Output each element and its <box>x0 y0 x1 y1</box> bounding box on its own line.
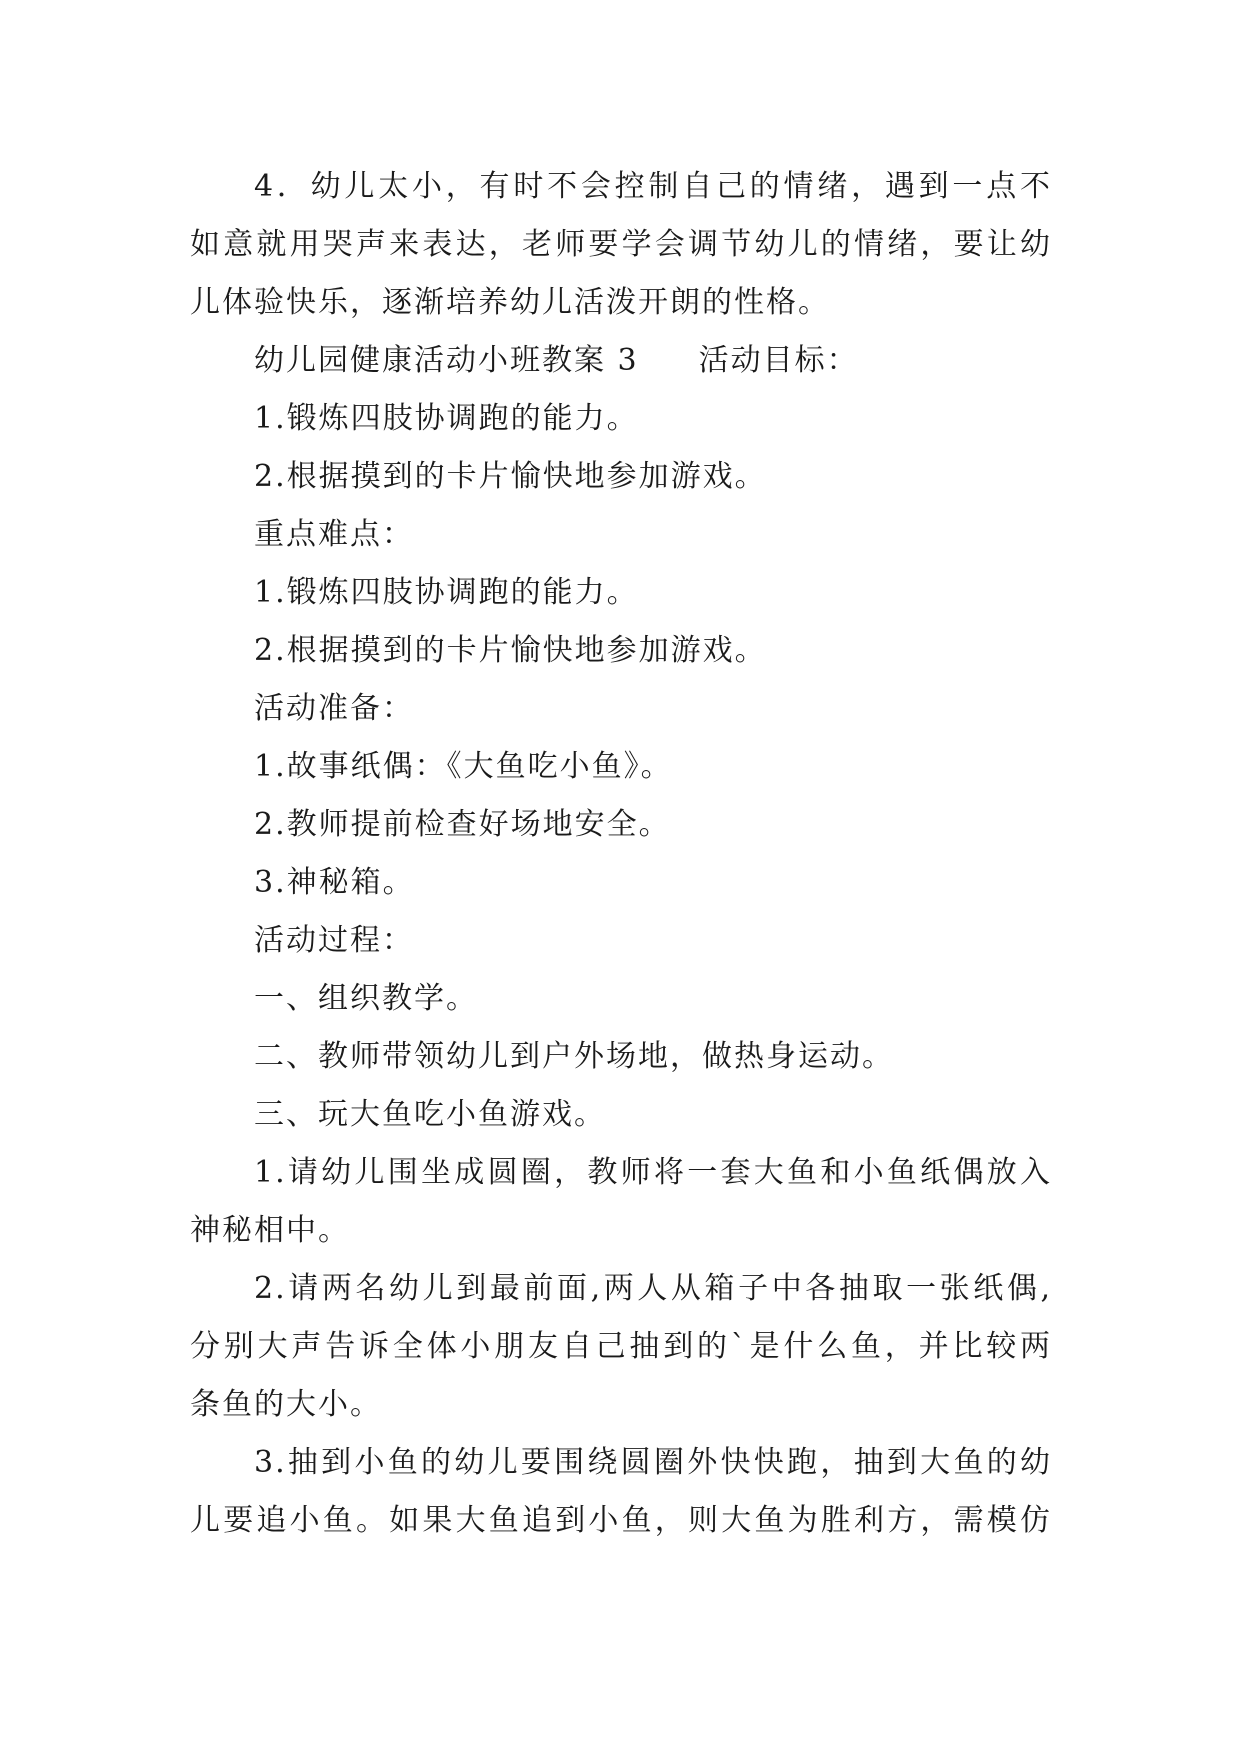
list-item: 2.教师提前检查好场地安全。 <box>254 807 671 842</box>
section-title: 幼儿园健康活动小班教案 3 <box>254 343 639 378</box>
paragraph-line: 分别大声告诉全体小朋友自己抽到的`是什么鱼，并比较两 <box>190 1329 1052 1364</box>
paragraph-line: 1.请幼儿围坐成圆圈，教师将一套大鱼和小鱼纸偶放入 <box>254 1155 1052 1190</box>
section-heading-line <box>190 332 1052 390</box>
list-item: 一、组织教学。 <box>254 981 478 1016</box>
subheading-goals: 活动目标： <box>698 343 859 378</box>
list-item: 2.根据摸到的卡片愉快地参加游戏。 <box>254 459 767 494</box>
list-item: 1.故事纸偶：《大鱼吃小鱼》。 <box>254 749 673 784</box>
paragraph-line: 如意就用哭声来表达，老师要学会调节幼儿的情绪，要让幼 <box>190 227 1052 262</box>
paragraph-line: 神秘相中。 <box>190 1213 350 1248</box>
paragraph-line: 条鱼的大小。 <box>190 1387 382 1422</box>
list-item: 2.根据摸到的卡片愉快地参加游戏。 <box>254 633 767 668</box>
list-item: 1.锻炼四肢协调跑的能力。 <box>254 575 639 610</box>
document-page <box>190 158 1052 1550</box>
list-item: 二、教师带领幼儿到户外场地，做热身运动。 <box>254 1039 894 1074</box>
paragraph-line: 3.抽到小鱼的幼儿要围绕圆圈外快快跑，抽到大鱼的幼 <box>254 1445 1052 1480</box>
list-item: 3.神秘箱。 <box>254 865 415 900</box>
list-item: 三、玩大鱼吃小鱼游戏。 <box>254 1097 606 1132</box>
subheading-key-points: 重点难点： <box>254 517 414 552</box>
paragraph-line: 4．幼儿太小，有时不会控制自己的情绪，遇到一点不 <box>254 169 1052 204</box>
subheading-preparation: 活动准备： <box>254 691 414 726</box>
paragraph-line: 儿体验快乐，逐渐培养幼儿活泼开朗的性格。 <box>190 285 830 320</box>
subheading-process: 活动过程： <box>254 923 414 958</box>
paragraph-line: 儿要追小鱼。如果大鱼追到小鱼，则大鱼为胜利方，需模仿 <box>190 1503 1052 1538</box>
paragraph-line: 2.请两名幼儿到最前面,两人从箱子中各抽取一张纸偶, <box>254 1271 1052 1306</box>
list-item: 1.锻炼四肢协调跑的能力。 <box>254 401 639 436</box>
